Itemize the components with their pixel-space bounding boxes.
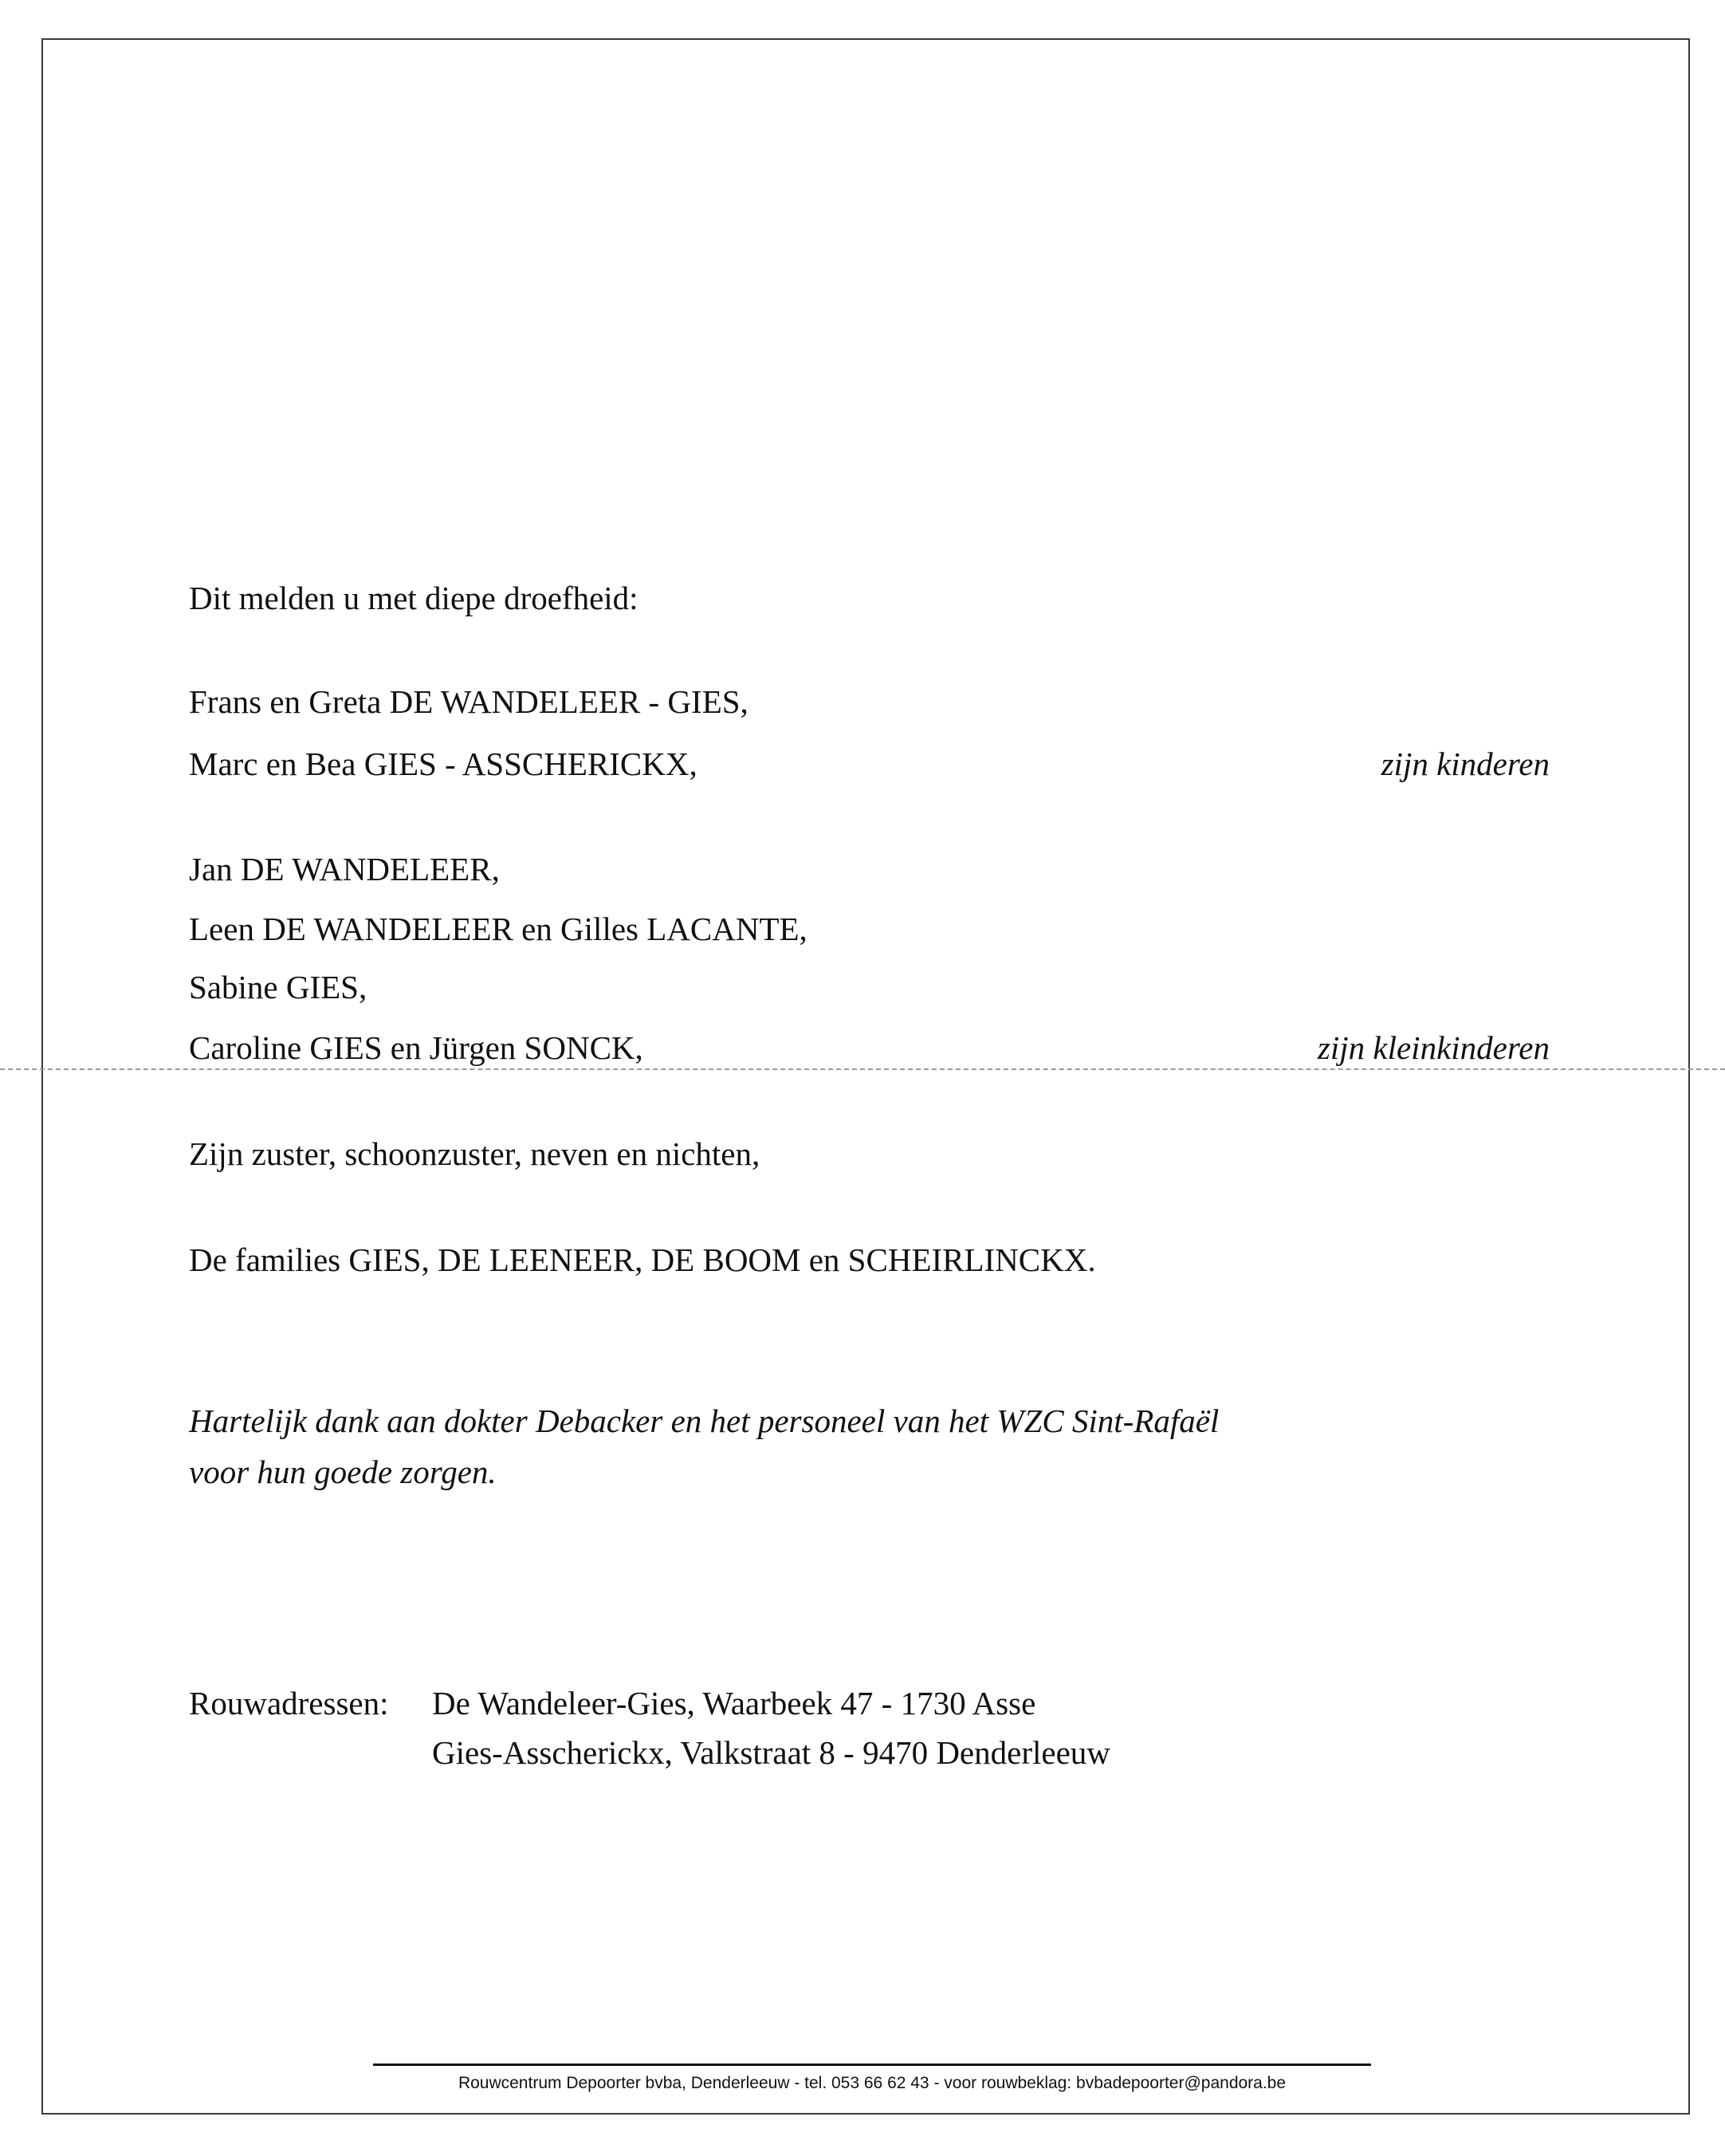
fold-line bbox=[0, 1068, 1725, 1070]
child-line-1: Frans en Greta DE WANDELEER - GIES, bbox=[189, 683, 749, 720]
address-line-2: Gies-Asscherickx, Valkstraat 8 - 9470 Denderleeuw bbox=[432, 1734, 1110, 1771]
grandchild-line-2: Leen DE WANDELEER en Gilles LACANTE, bbox=[189, 911, 807, 947]
thanks-line-1: Hartelijk dank aan dokter Debacker en het personeel van het WZC Sint-Rafaël bbox=[189, 1403, 1220, 1439]
grandchild-line-4: Caroline GIES en Jürgen SONCK, bbox=[189, 1029, 643, 1066]
child-line-2: Marc en Bea GIES - ASSCHERICKX, bbox=[189, 746, 697, 782]
siblings-text: Zijn zuster, schoonzuster, neven en nichten, bbox=[189, 1135, 760, 1172]
grandchild-line-3: Sabine GIES, bbox=[189, 969, 367, 1005]
families-text: De families GIES, DE LEENEER, DE BOOM en SCHEIRLINCKX. bbox=[189, 1241, 1096, 1278]
children-relation: zijn kinderen bbox=[1381, 746, 1550, 782]
footer-rule bbox=[373, 2064, 1371, 2066]
intro-text: Dit melden u met diepe droefheid: bbox=[189, 580, 639, 616]
funeral-home-footer: Rouwcentrum Depoorter bvba, Denderleeuw - tel. 053 66 62 43 - voor rouwbeklag: bvbadepoorter@pandora.be bbox=[458, 2074, 1287, 2092]
grandchildren-relation: zijn kleinkinderen bbox=[1317, 1029, 1550, 1066]
grandchild-line-1: Jan DE WANDELEER, bbox=[189, 851, 500, 887]
address-line-1: De Wandeleer-Gies, Waarbeek 47 - 1730 Asse bbox=[432, 1685, 1036, 1721]
card-border bbox=[41, 38, 1690, 2115]
addresses-label: Rouwadressen: bbox=[189, 1685, 389, 1721]
thanks-line-2: voor hun goede zorgen. bbox=[189, 1454, 497, 1490]
